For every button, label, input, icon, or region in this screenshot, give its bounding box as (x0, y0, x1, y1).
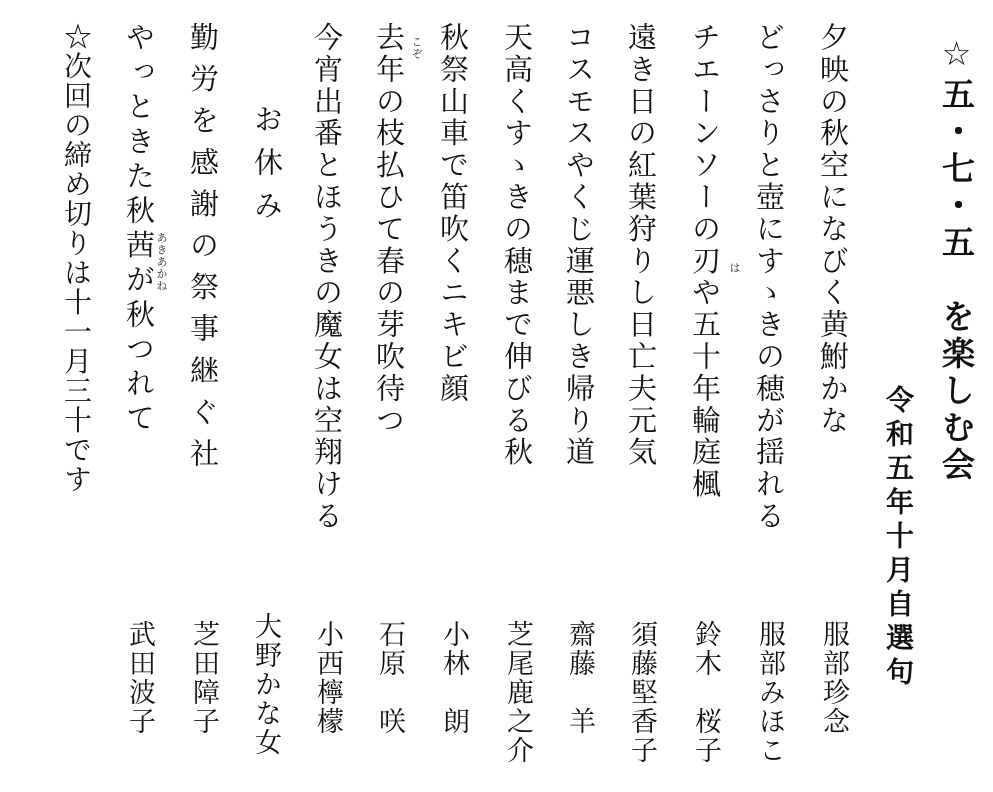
haiku-author: 須藤堅香子 (626, 620, 657, 765)
ruby-annotation: は (728, 262, 741, 274)
haiku-author: 小林 朗 (438, 620, 469, 736)
haiku-text: 夕映の秋空になびく黄鮒かな (816, 22, 850, 437)
haiku-author: 芝田障子 (188, 620, 219, 736)
haiku-text: 今宵出番とほうきの魔女は空翔ける (310, 22, 344, 533)
haiku-text: コスモスやくじ運悪しき帰り道 (562, 22, 596, 469)
haiku-author: 齋藤 羊 (564, 620, 595, 736)
haiku-text: 天高くすゝきの穂まで伸びる秋 (500, 22, 534, 469)
haiku-text: 遠き日の紅葉狩りし日亡夫元気 (624, 22, 658, 469)
haiku-text: 秋祭山車で笛吹くニキビ顔 (436, 22, 470, 405)
haiku-author: 服部みほこ (754, 620, 785, 765)
haiku-text: 勤労を感謝の祭事継ぐ社 (186, 22, 220, 480)
haiku-text: チエーンソーの刃や五十年輪庭楓 (688, 22, 722, 501)
haiku-author: 石原 咲 (374, 620, 405, 736)
haiku-author: 鈴木 桜子 (690, 620, 721, 765)
ruby-annotation: こぞ (410, 36, 423, 60)
closing-note: ☆次回の締め切りは十一月三十です (60, 22, 93, 494)
haiku-text: やっときた秋茜が秋つれて (122, 22, 156, 438)
ruby-annotation: あきあかね (155, 232, 168, 292)
haiku-author: 服部珍念 (818, 620, 849, 736)
page-title: ☆五・七・五 を楽しむ会 (937, 34, 976, 484)
haiku-author: 小西檸檬 (312, 620, 343, 736)
haiku-author: 大野かな女 (250, 612, 281, 757)
haiku-text: 去年の枝払ひて春の芽吹待つ (372, 22, 406, 437)
haiku-text: どっさりと壺にすゝきの穂が揺れる (752, 22, 786, 533)
haiku-author: 武田波子 (124, 620, 155, 736)
haiku-text: お休み (250, 104, 284, 233)
page-subtitle: 令和五年十月自選句 (882, 385, 915, 691)
haiku-author: 芝尾鹿之介 (502, 620, 533, 765)
